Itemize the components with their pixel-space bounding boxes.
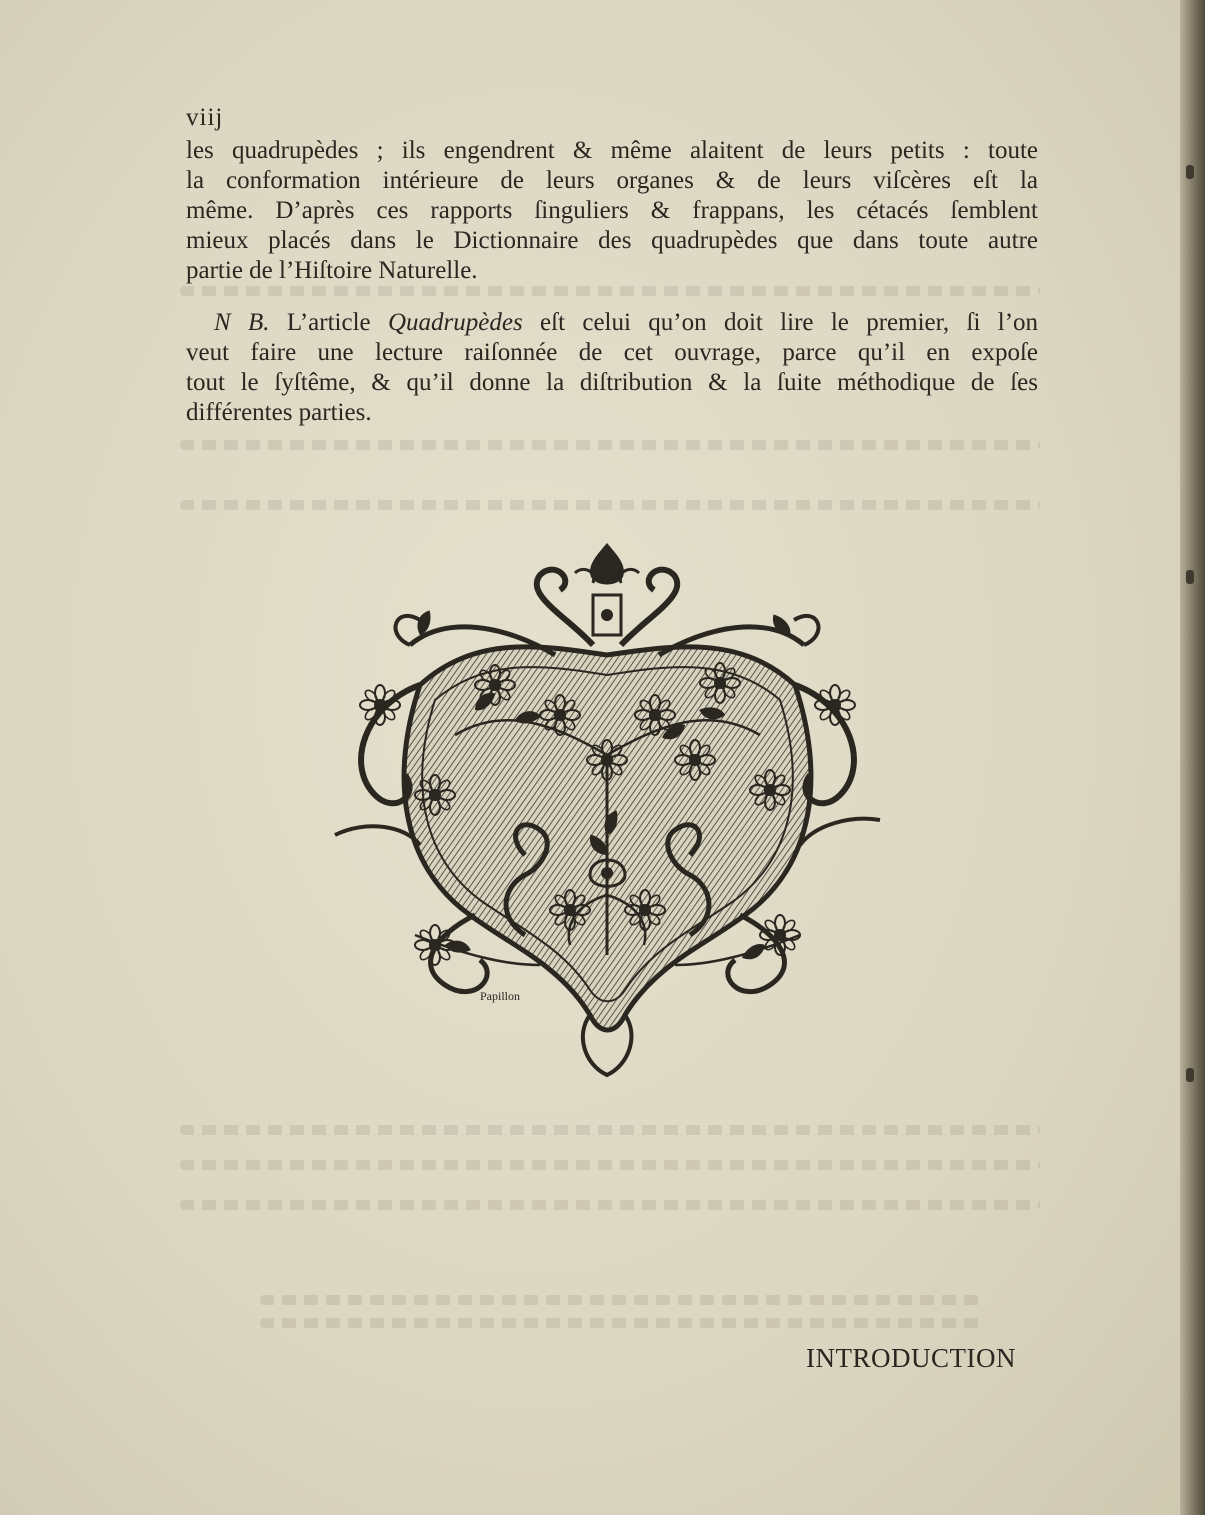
text-line: partie de l’Hiſtoire Naturelle. bbox=[186, 257, 478, 284]
bleed-through-text bbox=[260, 1318, 980, 1328]
text-line: mieux placés dans le Dictionnaire des quadrupèdes que dans toute autre bbox=[186, 227, 1038, 254]
bleed-through-text bbox=[180, 286, 1040, 296]
paragraph-body bbox=[186, 136, 1038, 286]
note-text: L’article bbox=[286, 309, 371, 336]
bleed-through-text bbox=[180, 500, 1040, 510]
note-first-line bbox=[186, 308, 1038, 338]
catchword: INTRODUCTION bbox=[806, 1343, 1016, 1373]
text-line: les quadrupèdes ; ils engendrent & même alaitent de leurs petits : toute bbox=[186, 137, 1038, 164]
book-gutter bbox=[1180, 0, 1205, 1515]
page-number: viij bbox=[186, 104, 224, 131]
floral-cartouche-ornament bbox=[325, 535, 890, 1085]
note-article-title: Quadrupèdes bbox=[387, 309, 523, 336]
note-paragraph bbox=[186, 308, 1038, 428]
engraver-signature: Papillon bbox=[480, 989, 521, 1003]
text-line: la conformation intérieure de leurs organes & de leurs viſcères eſt la bbox=[186, 167, 1038, 194]
bleed-through-text bbox=[180, 1125, 1040, 1135]
binding-stitch bbox=[1186, 570, 1194, 584]
bleed-through-text bbox=[180, 1200, 1040, 1210]
text-line: différentes parties. bbox=[186, 399, 372, 426]
binding-stitch bbox=[1186, 165, 1194, 179]
text-line: veut faire une lecture raiſonnée de cet ouvrage, parce qu’il en expoſe bbox=[186, 339, 1038, 366]
bleed-through-text bbox=[260, 1295, 980, 1305]
bleed-through-text bbox=[180, 440, 1040, 450]
note-label: N B. bbox=[214, 309, 270, 336]
binding-stitch bbox=[1186, 1068, 1194, 1082]
note-text: eſt celui qu’on doit lire le premier, ſi l’on bbox=[540, 309, 1039, 336]
text-line: même. D’après ces rapports ſinguliers & frappans, les cétacés ſemblent bbox=[186, 197, 1038, 224]
bleed-through-text bbox=[180, 1160, 1040, 1170]
text-line: tout le ſyſtême, & qu’il donne la diſtribution & la ſuite méthodique de ſes bbox=[186, 369, 1038, 396]
